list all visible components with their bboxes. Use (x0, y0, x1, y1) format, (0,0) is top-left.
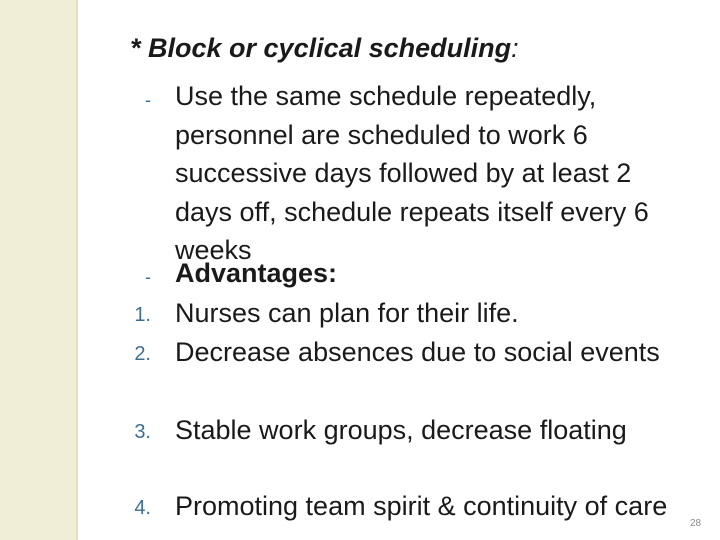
number-marker: 3. (134, 421, 151, 443)
number-marker: 4. (134, 497, 151, 519)
list-item-text: Promoting team spirit & continuity of care (175, 491, 668, 521)
list-item-text: Nurses can plan for their life. (175, 298, 519, 328)
page-number: 28 (690, 518, 702, 529)
slide-heading (130, 33, 519, 64)
bullet-dash: - (145, 267, 151, 287)
number-marker: 2. (134, 343, 151, 365)
list-item-text: Advantages: (175, 258, 338, 288)
list-item-text: Use the same schedule repeatedly, personnel are scheduled to work 6 successive days followed by at least 2 days off, schedule repeats itself every 6 weeks (175, 81, 649, 265)
list-item-text: Stable work groups, decrease floating (175, 415, 627, 445)
number-marker: 1. (134, 304, 151, 326)
list-item-text: Decrease absences due to social events (175, 337, 660, 367)
heading-text: * Block or cyclical scheduling (130, 33, 512, 63)
heading-colon: : (511, 33, 519, 63)
bullet-dash: - (145, 90, 151, 110)
